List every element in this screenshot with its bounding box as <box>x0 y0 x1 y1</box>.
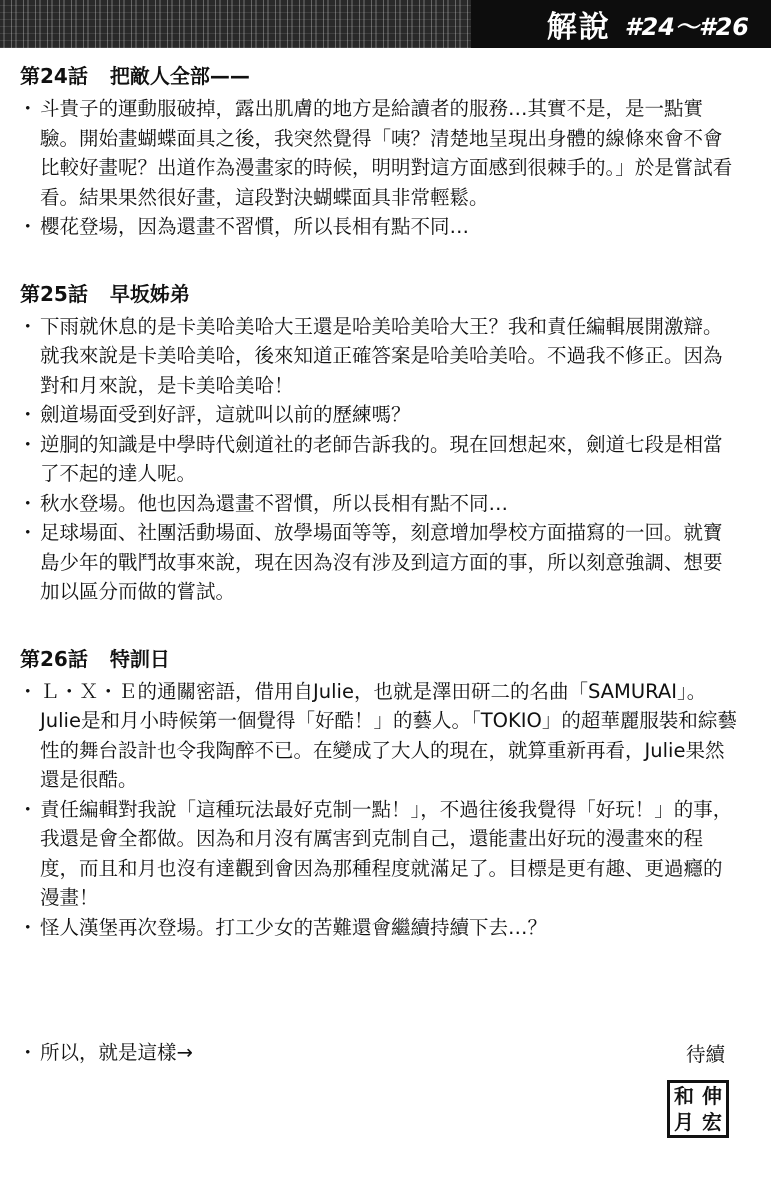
seal-char: 和 <box>674 1084 694 1108</box>
chapter-number: 第26話 <box>20 646 88 671</box>
seal-char: 月 <box>674 1110 694 1134</box>
section-25 <box>18 280 738 607</box>
list-item: ・ 下雨就休息的是卡美哈美哈大王還是哈美哈美哈大王？我和責任編輯展開激辯。就我來說是卡美哈美哈，後來知道正確答案是哈美哈美哈。不過我不修正。因為對和月來說，是卡美哈美哈！ <box>18 312 738 401</box>
section-heading <box>20 645 738 673</box>
section-spacer <box>18 242 738 280</box>
seal-char: 伸 <box>702 1084 722 1108</box>
section-heading <box>20 280 738 308</box>
list-item: ・ 足球場面、社團活動場面、放學場面等等，刻意增加學校方面描寫的一回。就寶島少年的戰鬥故事來說，現在因為沒有涉及到這方面的事，所以刻意強調、想要加以區分而做的嘗試。 <box>18 518 738 607</box>
section-24 <box>18 62 738 242</box>
list-item: ・ Ｌ・Ｘ・Ｅ的通關密語，借用自Julie，也就是澤田研二的名曲「SAMURAI」。Julie是和月小時候第一個覺得「好酷！」的藝人。「TOKIO」的超華麗服裝和綜藝性的舞台設計也令我陶醉不已。在變成了大人的現在，就算重新再看，Julie果然還是很酷。 <box>18 677 738 795</box>
author-seal <box>667 1080 729 1138</box>
closing-text: ・ 所以，就是這樣→ <box>18 1038 193 1068</box>
chapter-number: 第25話 <box>20 281 88 306</box>
to-be-continued: 待續 <box>685 1043 725 1066</box>
section-spacer <box>18 607 738 645</box>
seal-char: 宏 <box>702 1110 722 1134</box>
commentary-body <box>18 62 738 942</box>
header-title: 解說 <box>546 10 611 45</box>
chapter-number: 第24話 <box>20 64 88 88</box>
list-item: ・ 怪人漢堡再次登場。打工少女的苦難還會繼續持續下去…？ <box>18 913 738 943</box>
chapter-title: 早坂姊弟 <box>109 281 190 306</box>
chapter-title: 特訓日 <box>109 646 170 671</box>
header-title-block <box>471 0 771 48</box>
list-item: ・ 劍道場面受到好評，這就叫以前的歷練嗎？ <box>18 400 738 430</box>
section-heading <box>20 62 738 90</box>
list-item: ・ 秋水登場。他也因為還畫不習慣，所以長相有點不同… <box>18 489 738 519</box>
closing-line <box>18 1038 193 1068</box>
list-item: ・ 櫻花登場，因為還畫不習慣，所以長相有點不同… <box>18 212 738 242</box>
chapter-title: 把敵人全部—— <box>109 64 250 88</box>
list-item: ・ 逆胴的知識是中學時代劍道社的老師告訴我的。現在回想起來，劍道七段是相當了不起的達人呢。 <box>18 430 738 489</box>
section-26 <box>18 645 738 943</box>
page-header-banner <box>0 0 771 48</box>
list-item: ・ 斗貴子的運動服破掉，露出肌膚的地方是給讀者的服務…其實不是，是一點實驗。開始畫蝴蝶面具之後，我突然覺得「咦？清楚地呈現出身體的線條來會不會比較好畫呢？出道作為漫畫家的時候，明明對這方面感到很棘手的。」於是嘗試看看。結果果然很好畫，這段對決蝴蝶面具非常輕鬆。 <box>18 94 738 212</box>
chapter-range: #24〜#26 <box>624 12 749 41</box>
list-item: ・ 責任編輯對我說「這種玩法最好克制一點！」，不過往後我覺得「好玩！」的事，我還是會全都做。因為和月沒有厲害到克制自己，還能畫出好玩的漫畫來的程度，而且和月也沒有達觀到會因為那種程度就滿足了。目標是更有趣、更過癮的漫畫！ <box>18 795 738 913</box>
